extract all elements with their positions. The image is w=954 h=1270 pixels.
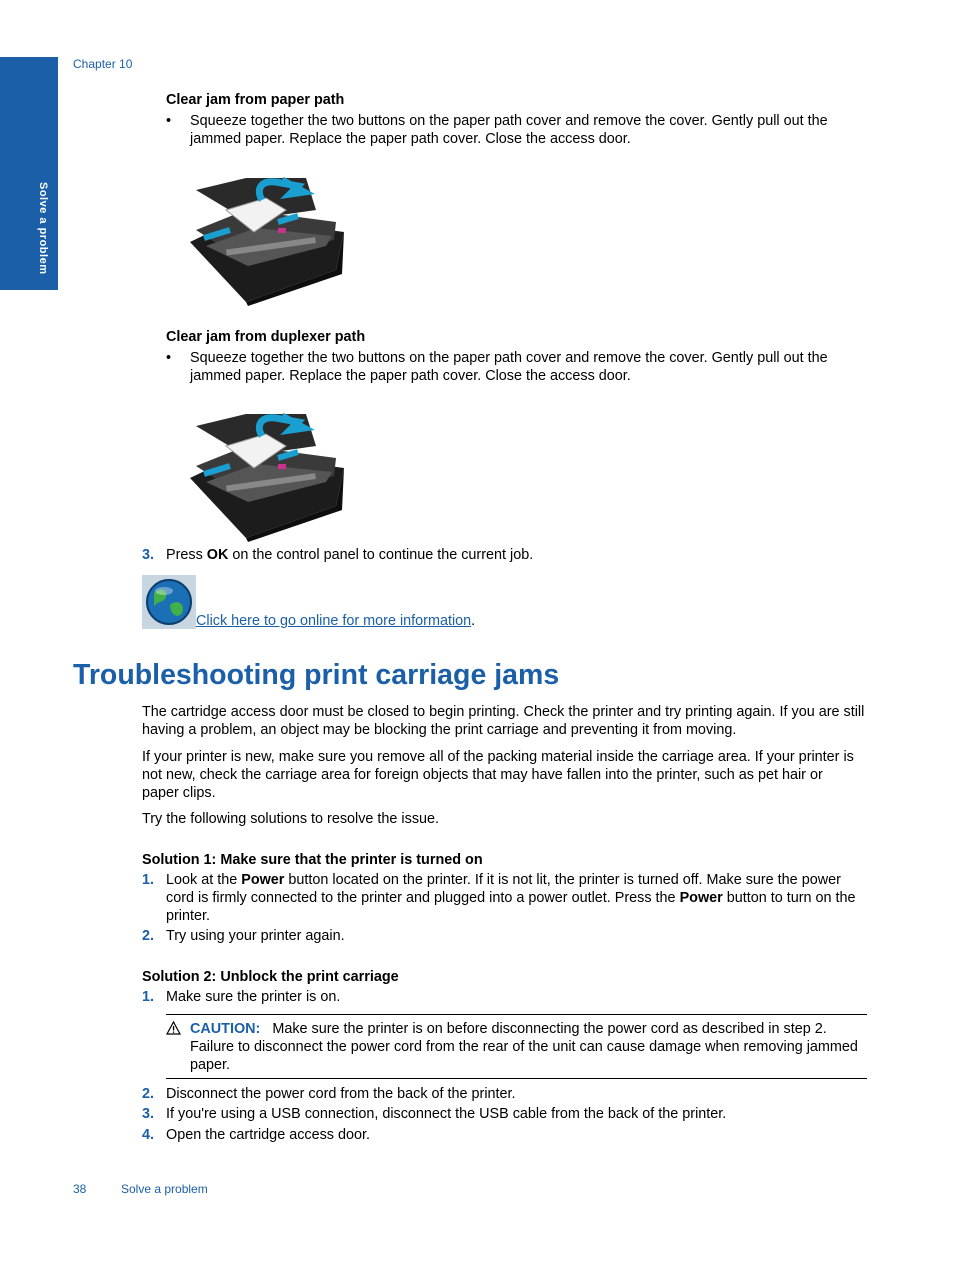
step-number: 1. <box>142 872 155 888</box>
solution1-step1: Look at the Power button located on the printer. If it is not lit, the printer is turned off. Make sure the power cord is firmly connected to the printer and plugged into a power outlet. Press the Power button to turn on the printer. <box>166 872 856 924</box>
step-number: 3. <box>142 547 155 563</box>
sidebar-tab <box>0 57 58 290</box>
solution1-step2: Try using your printer again. <box>166 928 345 944</box>
step-number: 2. <box>142 1086 155 1102</box>
page-title: Troubleshooting print carriage jams <box>73 659 560 691</box>
solution2-step3: If you're using a USB connection, disconnect the USB cable from the back of the printer. <box>166 1106 727 1122</box>
caution-label: CAUTION: <box>190 1021 261 1037</box>
step-number: 3. <box>142 1106 155 1122</box>
solution2-step2: Disconnect the power cord from the back of the printer. <box>166 1086 516 1102</box>
printer-duplexer-path-image <box>186 406 346 542</box>
paragraph: If your printer is new, make sure you remove all of the packing material inside the carriage area. If your printer is not new, check the carriage area for foreign objects that may have fallen into the printer, such as pet hair or paper clips. <box>142 749 854 801</box>
step-number: 1. <box>142 989 155 1005</box>
footer-section: Solve a problem <box>121 1182 208 1196</box>
caution-bottom-rule <box>166 1078 867 1079</box>
paragraph: Try the following solutions to resolve the issue. <box>142 811 440 827</box>
bullet: • <box>166 113 172 129</box>
printer-paper-path-image <box>186 170 346 306</box>
page-number: 38 <box>73 1182 87 1196</box>
solution2-heading: Solution 2: Unblock the print carriage <box>142 969 399 985</box>
solution2-step4: Open the cartridge access door. <box>166 1127 370 1143</box>
warning-icon <box>166 1021 181 1035</box>
chapter-header: Chapter 10 <box>73 57 133 71</box>
sidebar-label: Solve a problem <box>37 182 49 275</box>
step-number: 2. <box>142 928 155 944</box>
online-info-link[interactable]: Click here to go online for more information <box>196 613 472 629</box>
paragraph: The cartridge access door must be closed to begin printing. Check the printer and try printing again. If you are still having a problem, an object may be blocking the print carriage and preventing it from moving. <box>142 704 865 738</box>
globe-icon[interactable] <box>142 575 196 629</box>
online-info: Click here to go online for more information. <box>196 613 476 629</box>
solution2-step1: Make sure the printer is on. <box>166 989 341 1005</box>
duplexer-path-text: Squeeze together the two buttons on the paper path cover and remove the cover. Gently pull out the jammed paper. Replace the paper path cover. Close the access door. <box>190 350 828 384</box>
bullet: • <box>166 350 172 366</box>
caution-top-rule <box>166 1014 867 1015</box>
solution1-heading: Solution 1: Make sure that the printer is turned on <box>142 852 483 868</box>
paper-path-text: Squeeze together the two buttons on the paper path cover and remove the cover. Gently pull out the jammed paper. Replace the paper path cover. Close the access door. <box>190 113 828 147</box>
step-number: 4. <box>142 1127 155 1143</box>
step3-text: Press OK on the control panel to continue the current job. <box>166 547 534 563</box>
duplexer-path-heading: Clear jam from duplexer path <box>166 329 366 345</box>
caution-text: CAUTION: Make sure the printer is on before disconnecting the power cord as described in step 2. Failure to disconnect the power cord from the rear of the unit can cause damage when removing jammed paper. <box>190 1021 858 1073</box>
paper-path-heading: Clear jam from paper path <box>166 92 345 108</box>
